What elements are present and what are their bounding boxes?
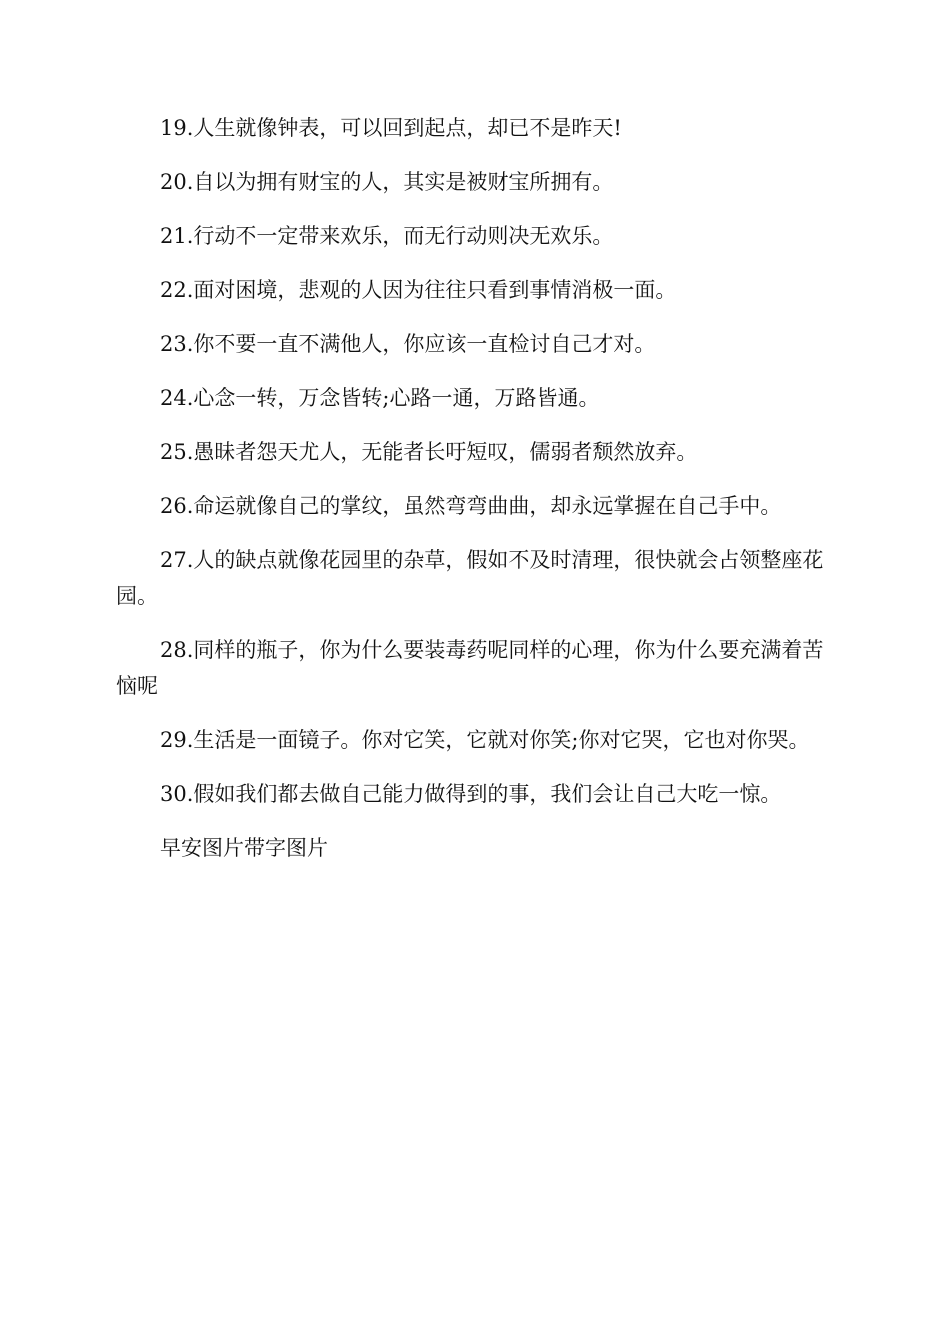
quote-paragraph-22: 22.面对困境，悲观的人因为往往只看到事情消极一面。 bbox=[160, 278, 677, 302]
quote-paragraph-21: 21.行动不一定带来欢乐，而无行动则决无欢乐。 bbox=[160, 224, 614, 248]
quote-paragraph-28: 28.同样的瓶子，你为什么要装毒药呢同样的心理，你为什么要充满着苦恼呢 bbox=[116, 638, 824, 698]
quote-paragraph-27: 27.人的缺点就像花园里的杂草，假如不及时清理，很快就会占领整座花园。 bbox=[116, 548, 824, 608]
document-body bbox=[116, 110, 828, 884]
quote-paragraph-24: 24.心念一转，万念皆转;心路一通，万路皆通。 bbox=[160, 386, 600, 410]
closing-line: 早安图片带字图片 bbox=[160, 836, 328, 860]
quote-paragraph-30: 30.假如我们都去做自己能力做得到的事，我们会让自己大吃一惊。 bbox=[160, 782, 782, 806]
quote-paragraph-19: 19.人生就像钟表，可以回到起点，却已不是昨天! bbox=[160, 116, 622, 140]
quote-paragraph-29: 29.生活是一面镜子。你对它笑，它就对你笑;你对它哭，它也对你哭。 bbox=[160, 728, 810, 752]
quote-paragraph-23: 23.你不要一直不满他人，你应该一直检讨自己才对。 bbox=[160, 332, 656, 356]
quote-paragraph-26: 26.命运就像自己的掌纹，虽然弯弯曲曲，却永远掌握在自己手中。 bbox=[160, 494, 782, 518]
quote-paragraph-25: 25.愚昧者怨天尤人，无能者长吁短叹，儒弱者颓然放弃。 bbox=[160, 440, 698, 464]
quote-paragraph-20: 20.自以为拥有财宝的人，其实是被财宝所拥有。 bbox=[160, 170, 614, 194]
